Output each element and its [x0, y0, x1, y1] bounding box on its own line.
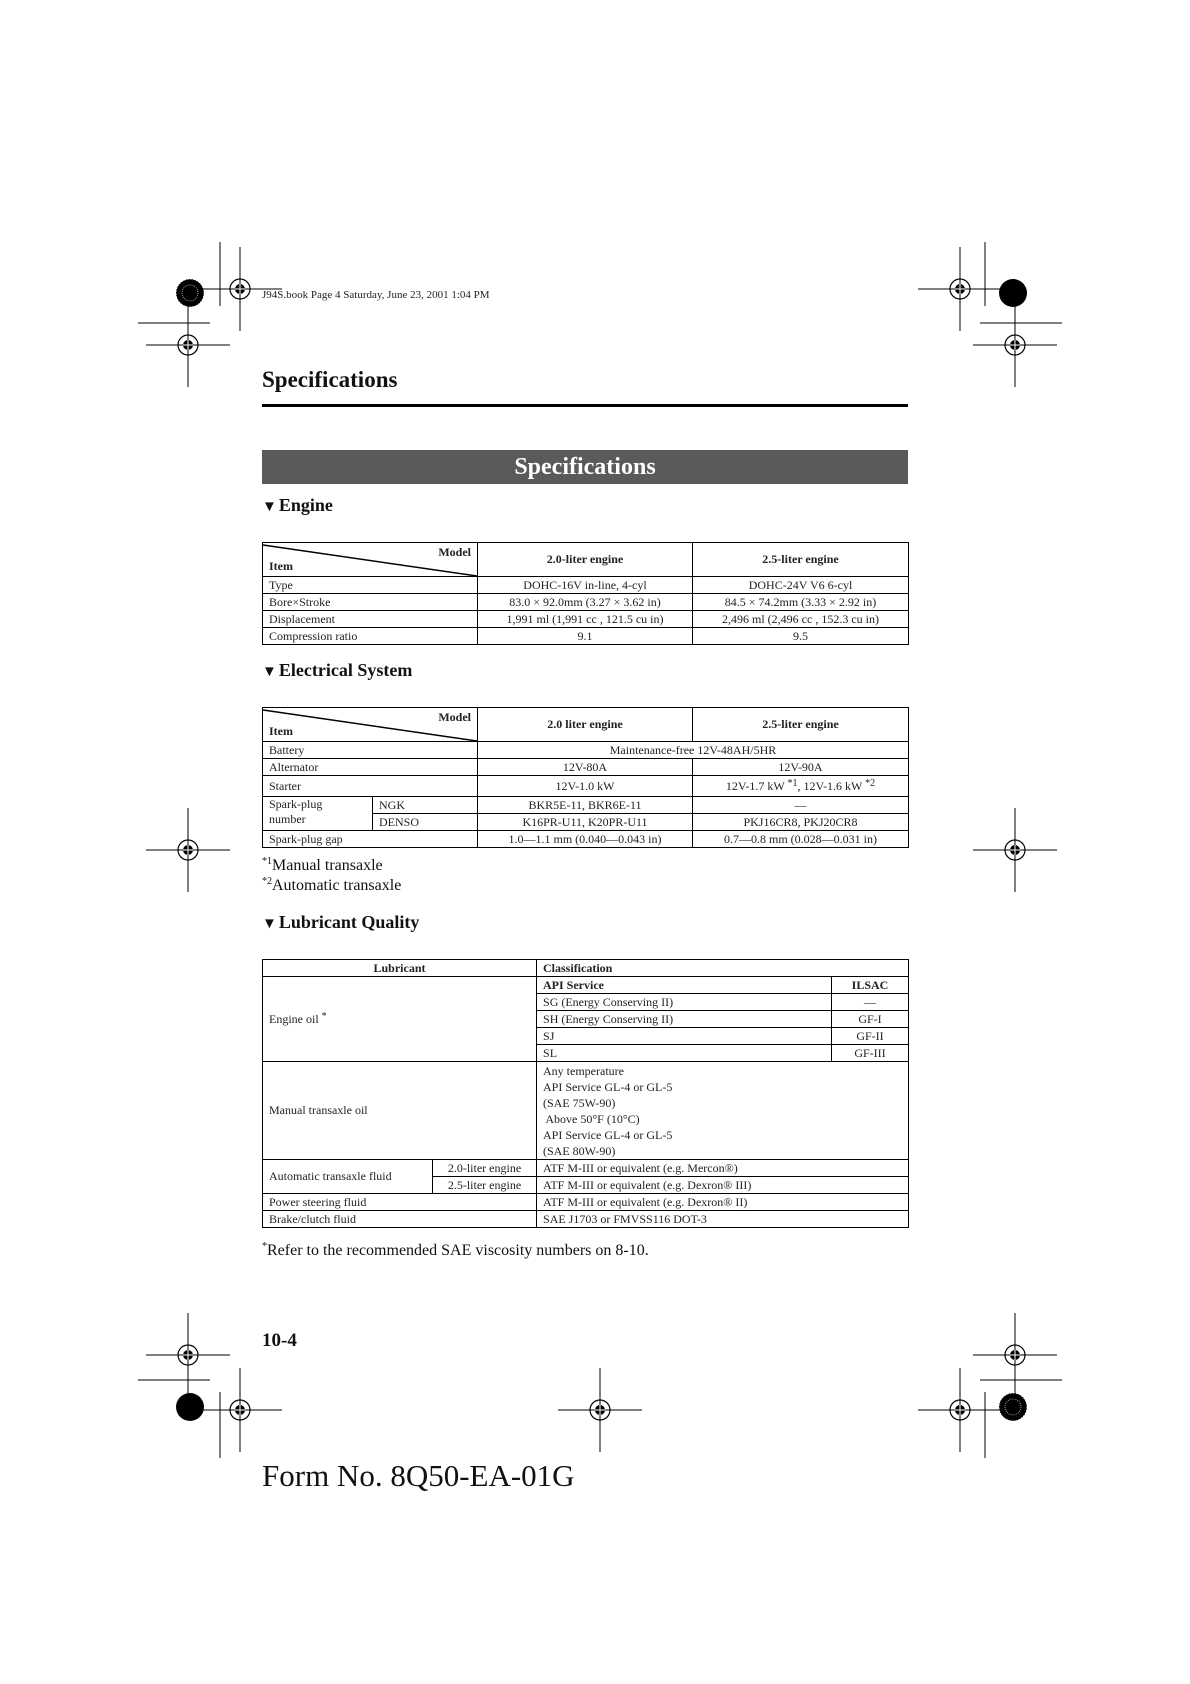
cell-value: —: [832, 994, 909, 1011]
cell-value: GF-II: [832, 1028, 909, 1045]
cell-value: 0.7—0.8 mm (0.028—0.031 in): [693, 831, 909, 848]
footnote-sae: *Refer to the recommended SAE viscosity numbers on 8-10.: [262, 1241, 649, 1259]
electrical-corner-cell: [263, 708, 478, 742]
cell-value: GF-III: [832, 1045, 909, 1062]
cell-value: SAE J1703 or FMVSS116 DOT-3: [537, 1211, 909, 1228]
row-label: Manual transaxle oil: [263, 1062, 537, 1160]
cell-value: BKR5E-11, BKR6E-11: [478, 797, 693, 814]
row-label: Compression ratio: [263, 628, 478, 645]
electrical-heading: ▼ Electrical System: [262, 660, 413, 680]
footnote-automatic: $^{*2}$Automatic transaxle: [262, 876, 402, 894]
footnote-manual: $^{*1}$Manual transaxle: [262, 856, 383, 874]
lubricant-col-header: Lubricant: [263, 960, 537, 977]
cell-value: GF-I: [832, 1011, 909, 1028]
ilsac-header: ILSAC: [832, 977, 909, 994]
manual-transaxle-spec: Any temperature API Service GL-4 or GL-5 (SAE 75W-90) Above 50°F (10°C) API Service GL-4 or GL-5 (SAE 80W-90): [537, 1062, 909, 1160]
table-row: [263, 1160, 909, 1177]
table-row: [263, 742, 909, 759]
cell-value: Maintenance-free 12V-48AH/5HR: [478, 742, 909, 759]
table-row: [263, 594, 909, 611]
corner-model-label: Model: [438, 710, 471, 724]
triangle-down-icon: ▼: [262, 664, 277, 680]
corner-model-label: Model: [438, 545, 471, 559]
cell-value: ATF M-III or equivalent (e.g. Mercon®): [537, 1160, 909, 1177]
cell-value: 1,991 ml (1,991 cc , 121.5 cu in): [478, 611, 693, 628]
cell-value: 12V-1.7 kW $^{*1}$, 12V-1.6 kW $^{*2}$: [693, 776, 909, 797]
cell-value: SG (Energy Conserving II): [537, 994, 832, 1011]
table-row: [263, 1211, 909, 1228]
cell-value: 83.0 × 92.0mm (3.27 × 3.62 in): [478, 594, 693, 611]
row-label: Brake/clutch fluid: [263, 1211, 537, 1228]
table-row: [263, 831, 909, 848]
cell-value: ATF M-III or equivalent (e.g. Dexron® III): [537, 1177, 909, 1194]
row-label: Battery: [263, 742, 478, 759]
corner-item-label: Item: [269, 724, 293, 738]
electrical-col-2-5: 2.5-liter engine: [693, 708, 909, 742]
electrical-table: [262, 707, 909, 848]
engine-label: 2.0-liter engine: [433, 1160, 537, 1177]
page-title: Specifications: [262, 367, 398, 392]
row-label: Alternator: [263, 759, 478, 776]
cell-value: 84.5 × 74.2mm (3.33 × 2.92 in): [693, 594, 909, 611]
table-row: [263, 759, 909, 776]
sparkplug-label: Spark-plug number: [263, 797, 373, 831]
row-label: Power steering fluid: [263, 1194, 537, 1211]
triangle-down-icon: ▼: [262, 916, 277, 932]
table-row: [263, 1194, 909, 1211]
cell-value: 2,496 ml (2,496 cc , 152.3 cu in): [693, 611, 909, 628]
brand-label: DENSO: [373, 814, 478, 831]
cell-value: PKJ16CR8, PKJ20CR8: [693, 814, 909, 831]
engine-oil-label: Engine oil *: [263, 977, 537, 1062]
electrical-col-2-0: 2.0 liter engine: [478, 708, 693, 742]
brand-label: NGK: [373, 797, 478, 814]
row-label: Displacement: [263, 611, 478, 628]
table-row: [263, 577, 909, 594]
cell-value: 12V-90A: [693, 759, 909, 776]
section-banner: Specifications: [262, 450, 908, 484]
cell-value: 12V-80A: [478, 759, 693, 776]
triangle-down-icon: ▼: [262, 499, 277, 515]
cell-value: SH (Energy Conserving II): [537, 1011, 832, 1028]
cell-value: ATF M-III or equivalent (e.g. Dexron® II): [537, 1194, 909, 1211]
engine-col-2-0: 2.0-liter engine: [478, 543, 693, 577]
table-row: [263, 776, 909, 797]
lubricant-heading: ▼ Lubricant Quality: [262, 912, 420, 932]
row-label: Automatic transaxle fluid: [263, 1160, 433, 1194]
engine-heading: ▼ Engine: [262, 495, 333, 515]
row-label: Type: [263, 577, 478, 594]
cell-value: DOHC-24V V6 6-cyl: [693, 577, 909, 594]
engine-label: 2.5-liter engine: [433, 1177, 537, 1194]
cell-value: SJ: [537, 1028, 832, 1045]
cell-value: —: [693, 797, 909, 814]
classification-col-header: Classification: [537, 960, 909, 977]
lubricant-table: [262, 959, 909, 1228]
table-row: [263, 611, 909, 628]
row-label: Starter: [263, 776, 478, 797]
title-rule: [262, 404, 908, 407]
cell-value: SL: [537, 1045, 832, 1062]
cell-value: K16PR-U11, K20PR-U11: [478, 814, 693, 831]
engine-corner-cell: [263, 543, 478, 577]
table-row: [263, 797, 909, 814]
table-row: [263, 1062, 909, 1160]
print-header-line: J94S.book Page 4 Saturday, June 23, 2001 1:04 PM: [262, 289, 490, 301]
api-service-header: API Service: [537, 977, 832, 994]
form-number: Form No. 8Q50-EA-01G: [262, 1458, 575, 1493]
corner-item-label: Item: [269, 559, 293, 573]
row-label: Bore×Stroke: [263, 594, 478, 611]
engine-table: [262, 542, 909, 645]
cell-value: 1.0—1.1 mm (0.040—0.043 in): [478, 831, 693, 848]
cell-value: 9.1: [478, 628, 693, 645]
cell-value: DOHC-16V in-line, 4-cyl: [478, 577, 693, 594]
cell-value: 12V-1.0 kW: [478, 776, 693, 797]
row-label: Spark-plug gap: [263, 831, 478, 848]
engine-col-2-5: 2.5-liter engine: [693, 543, 909, 577]
table-row: [263, 628, 909, 645]
page-number: 10-4: [262, 1330, 297, 1351]
cell-value: 9.5: [693, 628, 909, 645]
